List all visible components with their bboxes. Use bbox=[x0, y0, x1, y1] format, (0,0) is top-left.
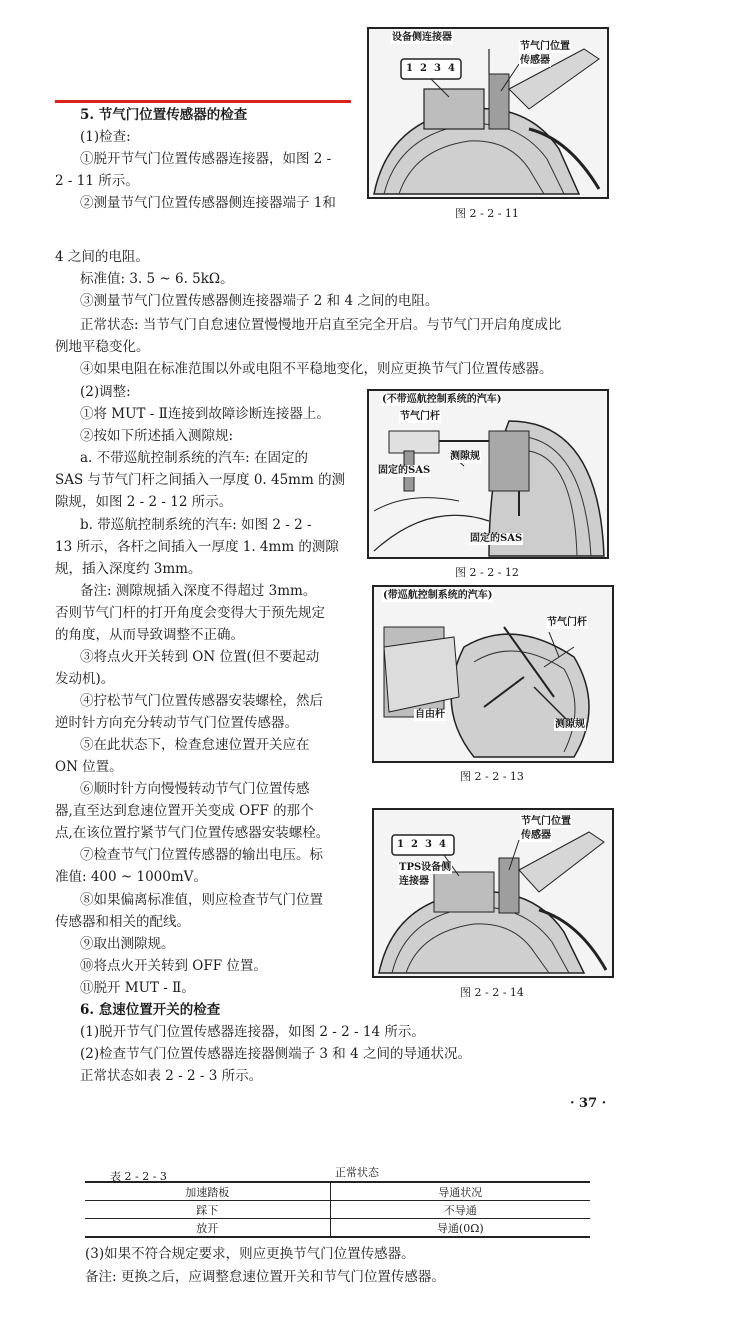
check-step2-cont: 4 之间的电阻。 bbox=[55, 249, 149, 265]
figure-2-2-12 bbox=[367, 389, 609, 559]
adjust-step2a-cont1: SAS 与节气门杆之间插入一厚度 0. 45mm 的测 bbox=[55, 472, 346, 488]
check-step4: ④如果电阻在标准范围以外或电阻不平稳地变化，则应更换节气门位置传感器。 bbox=[80, 361, 553, 377]
fig13-title: (带巡航控制系统的汽车) bbox=[383, 590, 493, 601]
figure-13-illustration bbox=[374, 587, 612, 761]
adjust-step10: ⑩将点火开关转到 OFF 位置。 bbox=[80, 958, 267, 974]
adjust-step11: ⑪脱开 MUT - Ⅱ。 bbox=[80, 980, 195, 996]
table-cell-released: 放开 bbox=[85, 1219, 330, 1238]
table-cell-pressed: 踩下 bbox=[85, 1201, 330, 1219]
adjust-step6-cont2: 点,在该位置拧紧节气门位置传感器安装螺栓。 bbox=[55, 825, 330, 841]
adjust-step4-cont: 逆时针方向充分转动节气门位置传感器。 bbox=[55, 715, 298, 731]
fig12-caption: 图 2 - 2 - 12 bbox=[455, 566, 519, 579]
adjust-step2b: b. 带巡航控制系统的汽车: 如图 2 - 2 - bbox=[80, 517, 312, 533]
standard-value: 标准值: 3. 5 ~ 6. 5kΩ。 bbox=[80, 271, 234, 287]
adjust-step1: ①将 MUT - Ⅱ连接到故障诊断连接器上。 bbox=[80, 406, 330, 422]
table-header-pedal: 加速踏板 bbox=[85, 1182, 330, 1201]
check-step3: ③测量节气门位置传感器侧连接器端子 2 和 4 之间的电阻。 bbox=[80, 293, 439, 309]
section6-heading: 6. 怠速位置开关的检查 bbox=[80, 1002, 221, 1018]
table-cell-no-continuity: 不导通 bbox=[443, 1203, 477, 1217]
table-row bbox=[85, 1201, 590, 1219]
red-rule bbox=[55, 100, 351, 103]
fig11-pin-3: 3 bbox=[434, 63, 441, 74]
normal-state-table bbox=[85, 1181, 590, 1238]
check-heading: (1)检查: bbox=[80, 129, 131, 145]
table-row bbox=[85, 1219, 590, 1238]
section6-step2: (2)检查节气门位置传感器连接器侧端子 3 和 4 之间的导通状况。 bbox=[80, 1046, 471, 1062]
section6-step1: (1)脱开节气门位置传感器连接器，如图 2 - 2 - 14 所示。 bbox=[80, 1024, 425, 1040]
fig14-tps-label: 节气门位置 bbox=[521, 816, 571, 827]
table-cell-continuity: 导通(0Ω) bbox=[436, 1221, 484, 1235]
normal-state: 正常状态: 当节气门自怠速位置慢慢地开启直至完全开启。与节气门开启角度成比 bbox=[80, 317, 562, 333]
fig14-pin-2: 2 bbox=[411, 839, 418, 850]
fig11-pin-4: 4 bbox=[448, 63, 455, 74]
table-header-continuity: 导通状况 bbox=[438, 1185, 483, 1199]
figure-2-2-14 bbox=[372, 808, 614, 978]
fig12-gauge-label: 测隙规 bbox=[450, 451, 480, 462]
adjust-step2a: a. 不带巡航控制系统的汽车: 在固定的 bbox=[80, 450, 308, 466]
check-step1-cont: 2 - 11 所示。 bbox=[55, 173, 139, 189]
note: 备注: 测隙规插入深度不得超过 3mm。 bbox=[80, 583, 317, 599]
figure-2-2-13 bbox=[372, 585, 614, 763]
after-table-step3: (3)如果不符合规定要求，则应更换节气门位置传感器。 bbox=[85, 1246, 415, 1262]
fig14-pin-1: 1 bbox=[397, 839, 404, 850]
figure-2-2-11 bbox=[367, 27, 609, 199]
section5-heading: 5. 节气门位置传感器的检查 bbox=[80, 107, 248, 123]
fig13-caption: 图 2 - 2 - 13 bbox=[460, 770, 524, 783]
adjust-step6-cont1: 器,直至达到怠速位置开关变成 OFF 的那个 bbox=[55, 803, 314, 819]
table-header-row bbox=[85, 1182, 590, 1201]
fig14-connector-label2: 连接器 bbox=[399, 876, 429, 887]
note-cont1: 否则节气门杆的打开角度会变得大于预先规定 bbox=[55, 605, 325, 621]
adjust-step4: ④拧松节气门位置传感器安装螺栓，然后 bbox=[80, 693, 323, 709]
adjust-step5-cont: ON 位置。 bbox=[55, 759, 123, 775]
fig11-tps-label: 节气门位置 bbox=[520, 41, 570, 52]
fig11-pin-1: 1 bbox=[406, 63, 413, 74]
table-title: 正常状态 bbox=[335, 1166, 379, 1179]
adjust-step5: ⑤在此状态下，检查怠速位置开关应在 bbox=[80, 737, 310, 753]
fig14-connector-label: TPS设备侧 bbox=[399, 862, 452, 873]
adjust-step7: ⑦检查节气门位置传感器的输出电压。标 bbox=[80, 847, 323, 863]
adjust-step8: ⑧如果偏离标准值，则应检查节气门位置 bbox=[80, 892, 323, 908]
fig12-lever-label: 节气门杆 bbox=[400, 411, 440, 422]
adjust-step3: ③将点火开关转到 ON 位置(但不要起动 bbox=[80, 649, 320, 665]
fig14-tps-label2: 传感器 bbox=[521, 830, 551, 841]
fig11-tps-label2: 传感器 bbox=[520, 55, 550, 66]
note-cont2: 的角度，从而导致调整不正确。 bbox=[55, 627, 244, 643]
fig13-gauge-label: 测隙规 bbox=[555, 719, 585, 730]
fig12-sas-label2: 固定的SAS bbox=[470, 533, 523, 544]
fig14-pin-4: 4 bbox=[439, 839, 446, 850]
figure-11-illustration bbox=[369, 29, 607, 197]
page-number: · 37 · bbox=[570, 1096, 607, 1111]
adjust-step2a-cont2: 隙规，如图 2 - 2 - 12 所示。 bbox=[55, 494, 233, 510]
adjust-step8-cont: 传感器和相关的配线。 bbox=[55, 914, 190, 930]
fig11-pin-2: 2 bbox=[420, 63, 427, 74]
fig11-caption: 图 2 - 2 - 11 bbox=[455, 207, 519, 220]
adjust-step2b-cont1: 13 所示，各杆之间插入一厚度 1. 4mm 的测隙 bbox=[55, 539, 339, 555]
adjust-step2b-cont2: 规，插入深度约 3mm。 bbox=[55, 561, 202, 577]
fig14-caption: 图 2 - 2 - 14 bbox=[460, 986, 524, 999]
after-table-note: 备注: 更换之后，应调整怠速位置开关和节气门位置传感器。 bbox=[85, 1269, 445, 1285]
fig11-connector-label: 设备侧连接器 bbox=[392, 32, 452, 43]
fig14-pin-3: 3 bbox=[425, 839, 432, 850]
adjust-step2: ②按如下所述插入测隙规: bbox=[80, 428, 234, 444]
check-step2: ②测量节气门位置传感器侧连接器端子 1和 bbox=[80, 195, 336, 211]
check-step1: ①脱开节气门位置传感器连接器，如图 2 - bbox=[80, 151, 332, 167]
adjust-heading: (2)调整: bbox=[80, 384, 131, 400]
adjust-step9: ⑨取出测隙规。 bbox=[80, 936, 175, 952]
section6-step3: 正常状态如表 2 - 2 - 3 所示。 bbox=[80, 1068, 263, 1084]
adjust-step7-cont: 准值: 400 ~ 1000mV。 bbox=[55, 869, 207, 885]
normal-state-cont: 例地平稳变化。 bbox=[55, 339, 150, 355]
fig12-sas-label: 固定的SAS bbox=[378, 465, 431, 476]
figure-14-illustration bbox=[374, 810, 612, 976]
fig12-title: (不带巡航控制系统的汽车) bbox=[382, 394, 502, 405]
fig13-free-lever-label: 自由杆 bbox=[415, 709, 445, 720]
table-name: 表 2 - 2 - 3 bbox=[110, 1170, 167, 1183]
fig13-lever-label: 节气门杆 bbox=[547, 617, 587, 628]
adjust-step3-cont: 发动机)。 bbox=[55, 671, 115, 687]
adjust-step6: ⑥顺时针方向慢慢转动节气门位置传感 bbox=[80, 781, 310, 797]
